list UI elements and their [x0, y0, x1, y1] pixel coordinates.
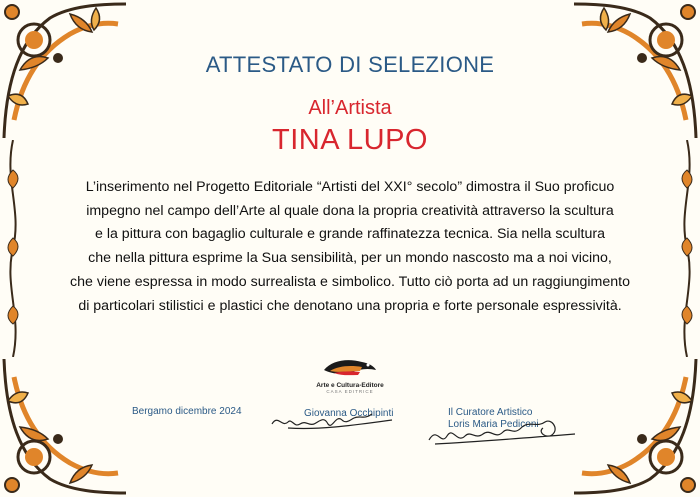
ornament-corner-bottom-right	[570, 357, 700, 497]
certificate-title: ATTESTATO DI SELEZIONE	[205, 52, 495, 77]
publisher-name: Arte e Cultura-Editore	[316, 382, 384, 389]
bird-logo-icon	[322, 354, 378, 380]
body-line: L’inserimento nel Progetto Editoriale “Artisti del XXI° secolo” dimostra il Suo proficuo	[85, 179, 615, 195]
ornament-corner-bottom-left	[0, 357, 130, 497]
ornament-side-right	[676, 140, 698, 357]
recipient-name: TINA LUPO	[272, 124, 428, 156]
certificate-body	[70, 176, 630, 318]
signature-curator	[425, 420, 585, 450]
body-line: impegno nel campo dell’Arte al quale dona la propria creatività attraverso la scultura	[86, 202, 614, 219]
certificate-subtitle: All’Artista	[308, 97, 392, 119]
curator-name: Loris Maria Pediconi	[448, 419, 539, 430]
body-line: e la pittura con bagaglio culturale e grande raffinatezza tecnica. Sia nella scultura	[94, 226, 605, 243]
publisher-logo	[305, 354, 395, 394]
publisher-tagline: CASA EDITRICE	[326, 389, 374, 394]
signatory-name: Giovanna Occhipinti	[304, 408, 394, 419]
curator-title: Il Curatore Artistico	[448, 407, 533, 418]
body-line: che nella pittura esprime la Sua sensibilità, per un mondo nascosto ma a noi vicino,	[88, 250, 612, 267]
ornament-side-left	[2, 140, 24, 357]
signature-giovanna	[268, 410, 398, 432]
place-date: Bergamo dicembre 2024	[132, 406, 242, 417]
body-line: di particolari stilistici e plastici che denotano una propria e forte personale espressività.	[78, 297, 622, 314]
body-line: che viene espressa in modo surrealista e simbolico. Tutto ciò porta ad un raggiungimento	[70, 273, 630, 290]
